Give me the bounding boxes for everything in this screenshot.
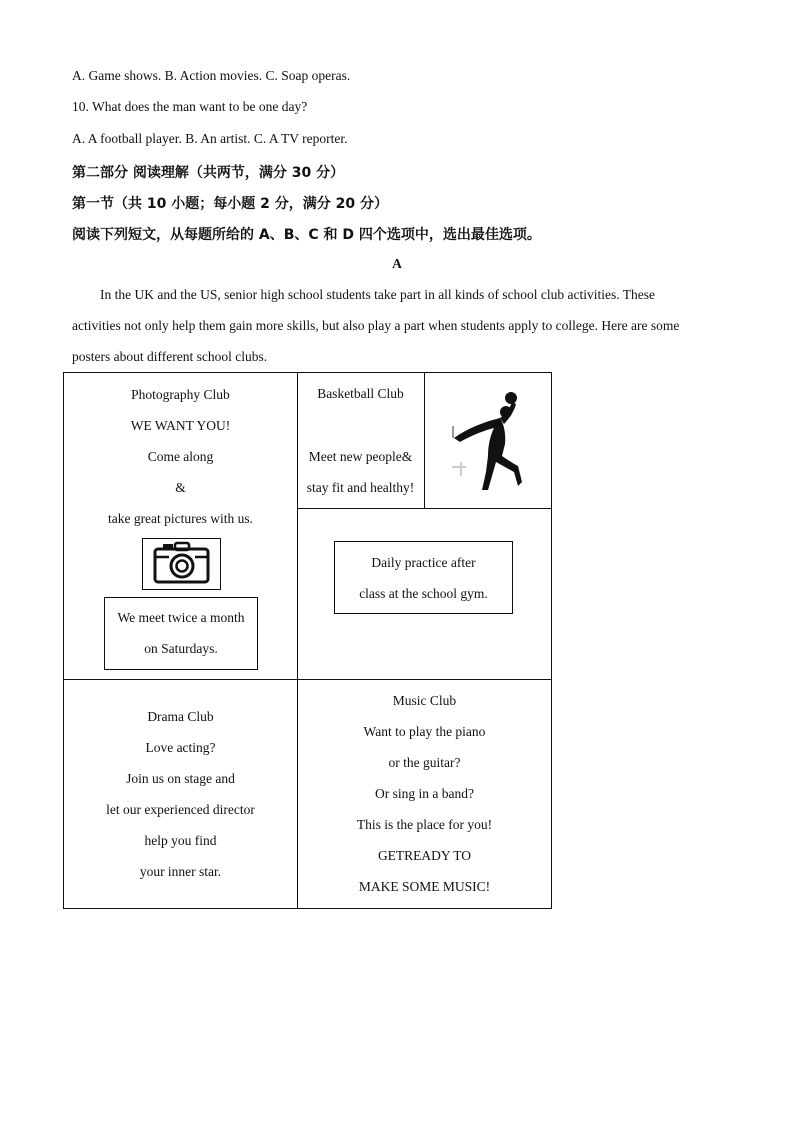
intro-line-3: posters about different school clubs. (72, 349, 268, 364)
music-line: This is the place for you! (356, 817, 493, 832)
basketball-poster (297, 441, 424, 503)
drama-line: your inner star. (139, 864, 222, 879)
question-10-options: A. A football player. B. An artist. C. A TV reporter. (72, 131, 348, 146)
drama-line: help you find (144, 833, 217, 848)
photography-line: Come along (147, 449, 214, 464)
drama-line: Join us on stage and (126, 771, 235, 786)
schedule-line: on Saturdays. (144, 641, 218, 656)
schedule-line: class at the school gym. (359, 586, 488, 601)
schedule-line: Daily practice after (371, 555, 476, 570)
drama-title: Drama Club (147, 709, 214, 724)
music-poster (297, 685, 552, 902)
subsection-title: 第一节（共 10 小题；每小题 2 分，满分 20 分） (72, 196, 388, 212)
music-title: Music Club (392, 693, 457, 708)
question-10-text: 10. What does the man want to be one day? (72, 99, 308, 114)
schedule-line: We meet twice a month (117, 610, 245, 625)
basketball-title: Basketball Club (317, 386, 404, 401)
posters-grid (63, 372, 552, 909)
basketball-line: stay fit and healthy! (306, 480, 415, 495)
photography-schedule (104, 602, 258, 664)
photography-poster (63, 379, 298, 534)
photography-line: & (175, 480, 186, 495)
basketball-player-icon (448, 386, 538, 498)
intro-line-2: activities not only help them gain more skills, but also play a part when students apply to college. Here are some (72, 318, 680, 333)
music-line: MAKE SOME MUSIC! (358, 879, 491, 894)
instruction: 阅读下列短文，从每题所给的 A、B、C 和 D 四个选项中，选出最佳选项。 (72, 227, 541, 243)
music-line: Want to play the piano (363, 724, 486, 739)
drama-poster (63, 701, 298, 887)
intro-line-1: In the UK and the US, senior high school students take part in all kinds of school club activities. These (100, 287, 656, 302)
music-line: or the guitar? (388, 755, 461, 770)
basketball-schedule (334, 547, 513, 609)
photography-line: WE WANT YOU! (130, 418, 231, 433)
passage-label: A (392, 256, 402, 271)
drama-line: let our experienced director (106, 802, 255, 817)
photography-title: Photography Club (131, 387, 230, 402)
question-9-options: A. Game shows. B. Action movies. C. Soap operas. (72, 68, 351, 83)
basketball-line: Meet new people& (308, 449, 413, 464)
drama-line: Love acting? (145, 740, 216, 755)
part-title: 第二部分 阅读理解（共两节，满分 30 分） (72, 165, 345, 181)
music-line: GETREADY TO (377, 848, 472, 863)
photography-line: take great pictures with us. (107, 511, 254, 526)
camera-icon (142, 538, 221, 590)
music-line: Or sing in a band? (375, 786, 474, 801)
